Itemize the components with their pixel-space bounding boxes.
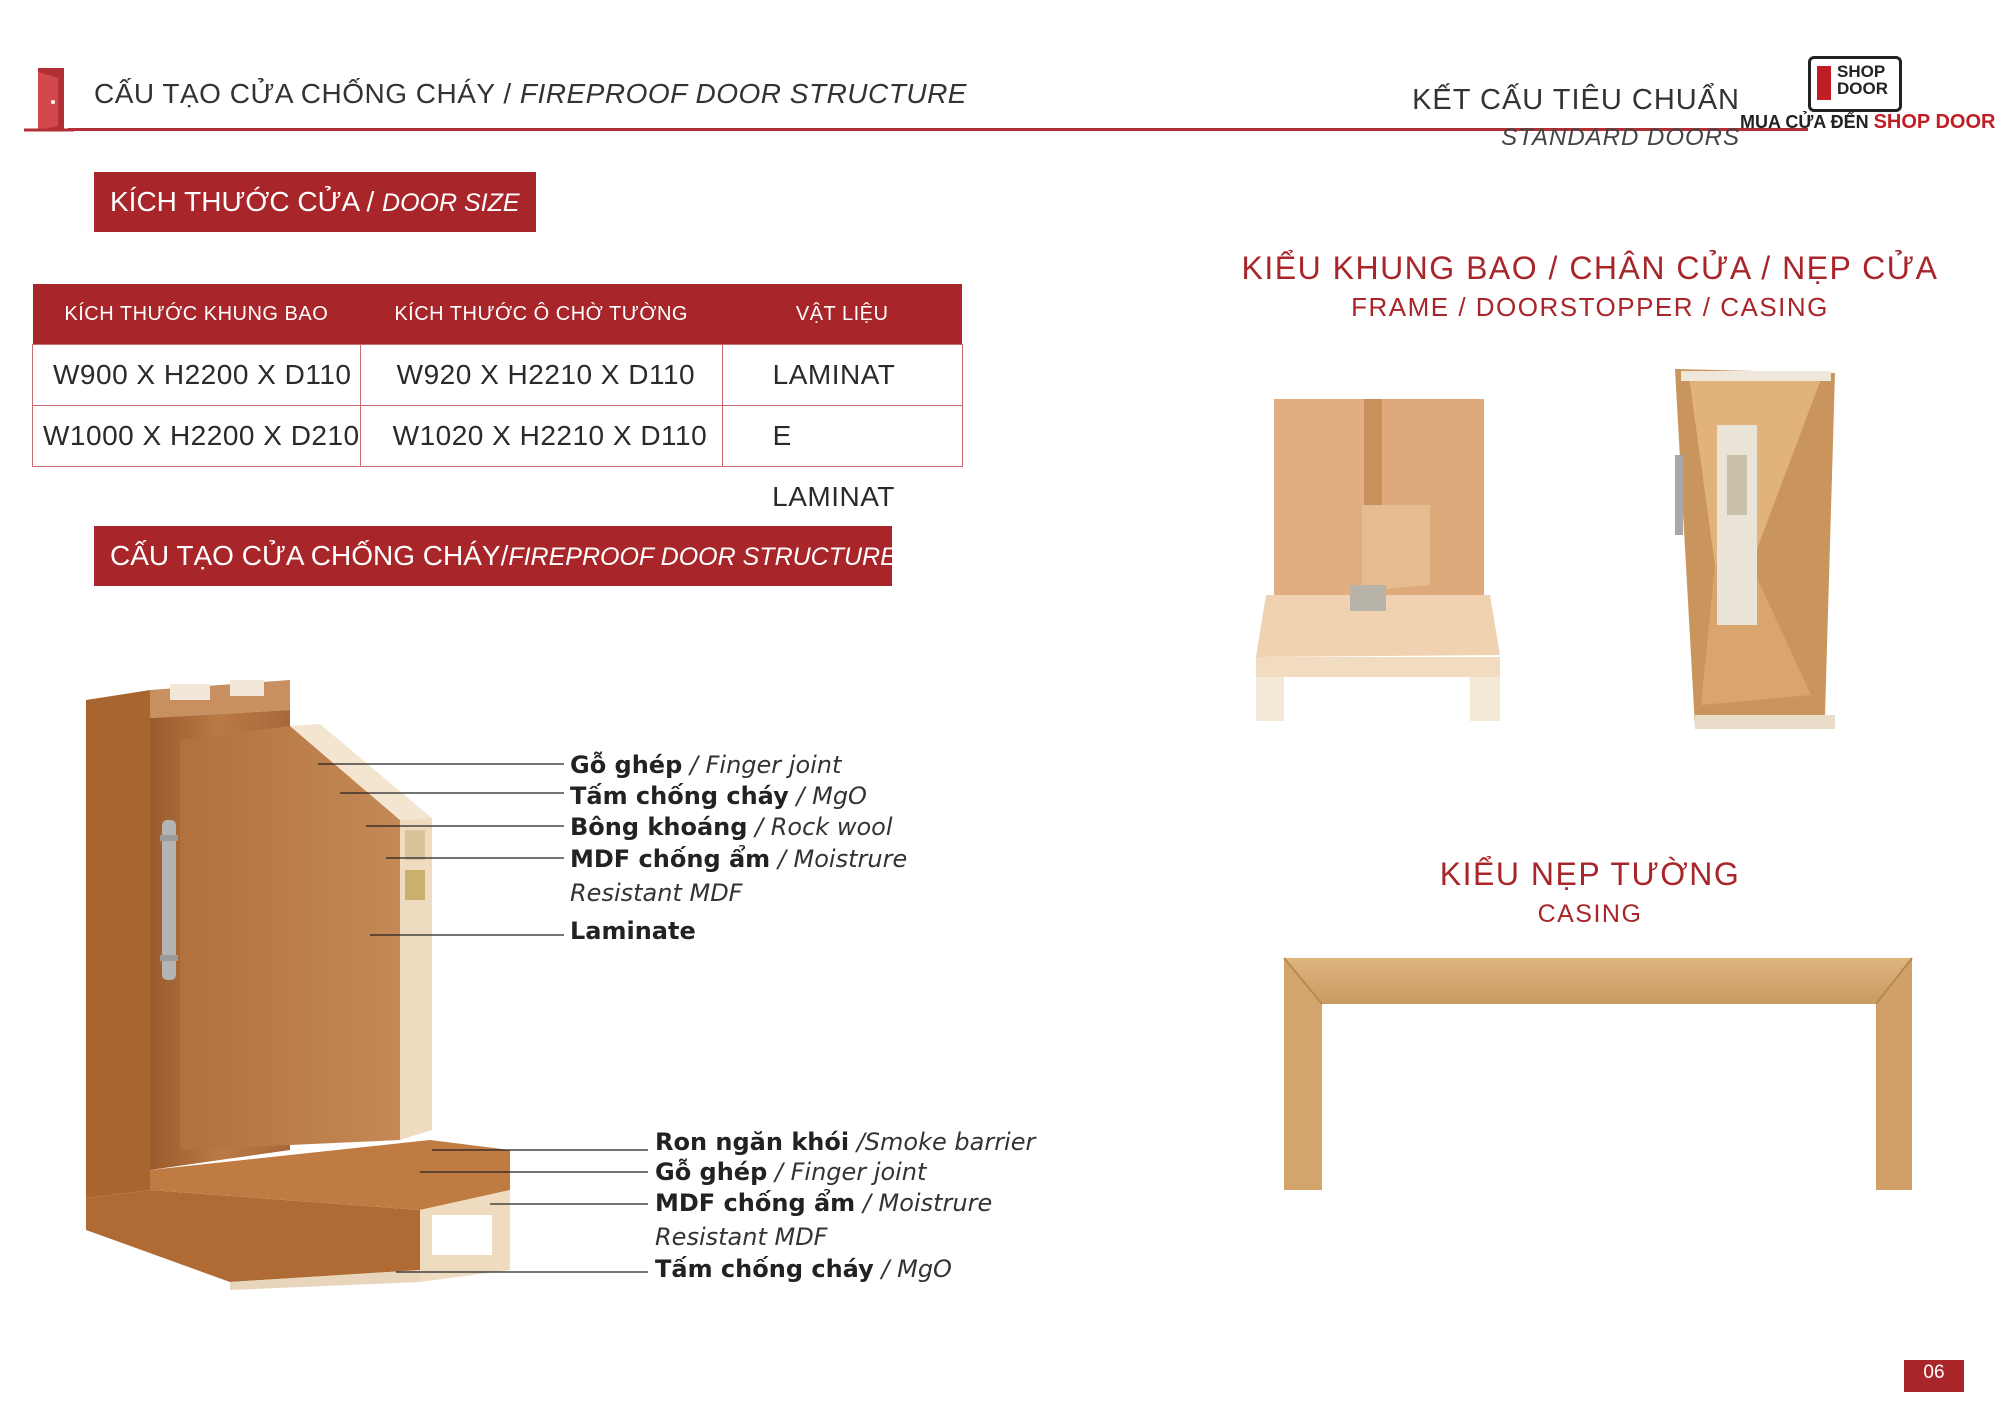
col-header-frame-size: KÍCH THƯỚC KHUNG BAO — [33, 284, 361, 345]
label-finger-joint — [570, 751, 841, 779]
frame-photo-angle — [1655, 365, 1840, 735]
label-mgo — [570, 782, 867, 810]
table-cell: E — [722, 406, 962, 467]
label-bold: Ron ngăn khói — [655, 1128, 850, 1156]
door-size-banner-main: KÍCH THƯỚC CỬA / — [110, 186, 383, 217]
table-cell: LAMINAT — [722, 345, 962, 406]
casing-section-title: KIỂU NẸP TƯỜNG — [1439, 856, 1741, 892]
label-bold: Bông khoáng — [570, 813, 748, 841]
label-bold: Tấm chống cháy — [655, 1255, 874, 1283]
label-italic: / Moistrure — [855, 1189, 993, 1217]
casing-photo — [1282, 956, 1914, 1192]
label-bold: MDF chống ẩm — [570, 845, 771, 873]
table-cell: W1000 X H2200 X D210 — [33, 406, 361, 467]
label-italic: / Moistrure — [770, 845, 908, 873]
col-header-wall-opening: KÍCH THƯỚC Ô CHỜ TƯỜNG — [360, 284, 722, 345]
page-number: 06 — [1904, 1360, 1964, 1392]
table-cell-overflow: LAMINAT — [772, 481, 895, 512]
structure-banner-main: CẤU TẠO CỬA CHỐNG CHÁY/ — [110, 540, 509, 571]
logo-line-2: DOOR — [1837, 79, 1888, 98]
label-mdf — [570, 845, 907, 873]
logo-line-1: SHOP — [1837, 62, 1886, 81]
table-cell: W900 X H2200 X D110 — [33, 345, 361, 406]
label-italic: / Finger joint — [767, 1158, 927, 1186]
label-italic: / MgO — [873, 1255, 952, 1283]
label-italic: /Smoke barrier — [849, 1128, 1036, 1156]
door-size-banner-italic: DOOR SIZE — [382, 189, 520, 217]
casing-section-subtitle: CASING — [1537, 900, 1643, 928]
label-mdf-lower-continued — [655, 1223, 827, 1251]
label-italic: / Finger joint — [682, 751, 842, 779]
header-title-italic: FIREPROOF DOOR STRUCTURE — [519, 78, 967, 109]
frame-section-title: KIỂU KHUNG BAO / CHÂN CỬA / NẸP CỬA — [1241, 250, 1939, 286]
label-bold: Gỗ ghép — [570, 751, 683, 779]
label-bold: Gỗ ghép — [655, 1158, 768, 1186]
label-rock-wool — [570, 813, 893, 841]
label-mdf-continued — [570, 879, 742, 907]
logo-tag-brand: SHOP DOOR — [1873, 111, 1996, 133]
label-italic: / MgO — [788, 782, 867, 810]
frame-photo-front — [1250, 395, 1505, 725]
label-laminate — [570, 917, 696, 945]
label-mgo-lower — [655, 1255, 952, 1283]
standard-doors-title: KẾT CẤU TIÊU CHUẨN — [1412, 84, 1740, 116]
label-finger-joint-lower — [655, 1158, 926, 1186]
header-title-main: CẤU TẠO CỬA CHỐNG CHÁY / — [94, 78, 520, 109]
label-italic: / Rock wool — [747, 813, 893, 841]
label-smoke-barrier — [655, 1128, 1035, 1156]
label-bold: Tấm chống cháy — [570, 782, 789, 810]
label-bold: Laminate — [570, 917, 696, 945]
col-header-material: VẬT LIỆU — [722, 284, 962, 345]
logo-tag-text: MUA CỬA ĐẾN — [1740, 112, 1874, 132]
label-italic: Resistant MDF — [655, 1223, 828, 1251]
frame-section-subtitle: FRAME / DOORSTOPPER / CASING — [1351, 292, 1829, 322]
label-mdf-lower — [655, 1189, 992, 1217]
table-cell: W920 X H2210 X D110 — [360, 345, 722, 406]
table-cell: W1020 X H2210 X D110 — [360, 406, 722, 467]
label-italic: Resistant MDF — [570, 879, 743, 907]
structure-banner-italic: FIREPROOF DOOR STRUCTURE — [508, 543, 897, 571]
standard-doors-subtitle: STANDARD DOORS — [1501, 124, 1740, 151]
label-bold: MDF chống ẩm — [655, 1189, 856, 1217]
